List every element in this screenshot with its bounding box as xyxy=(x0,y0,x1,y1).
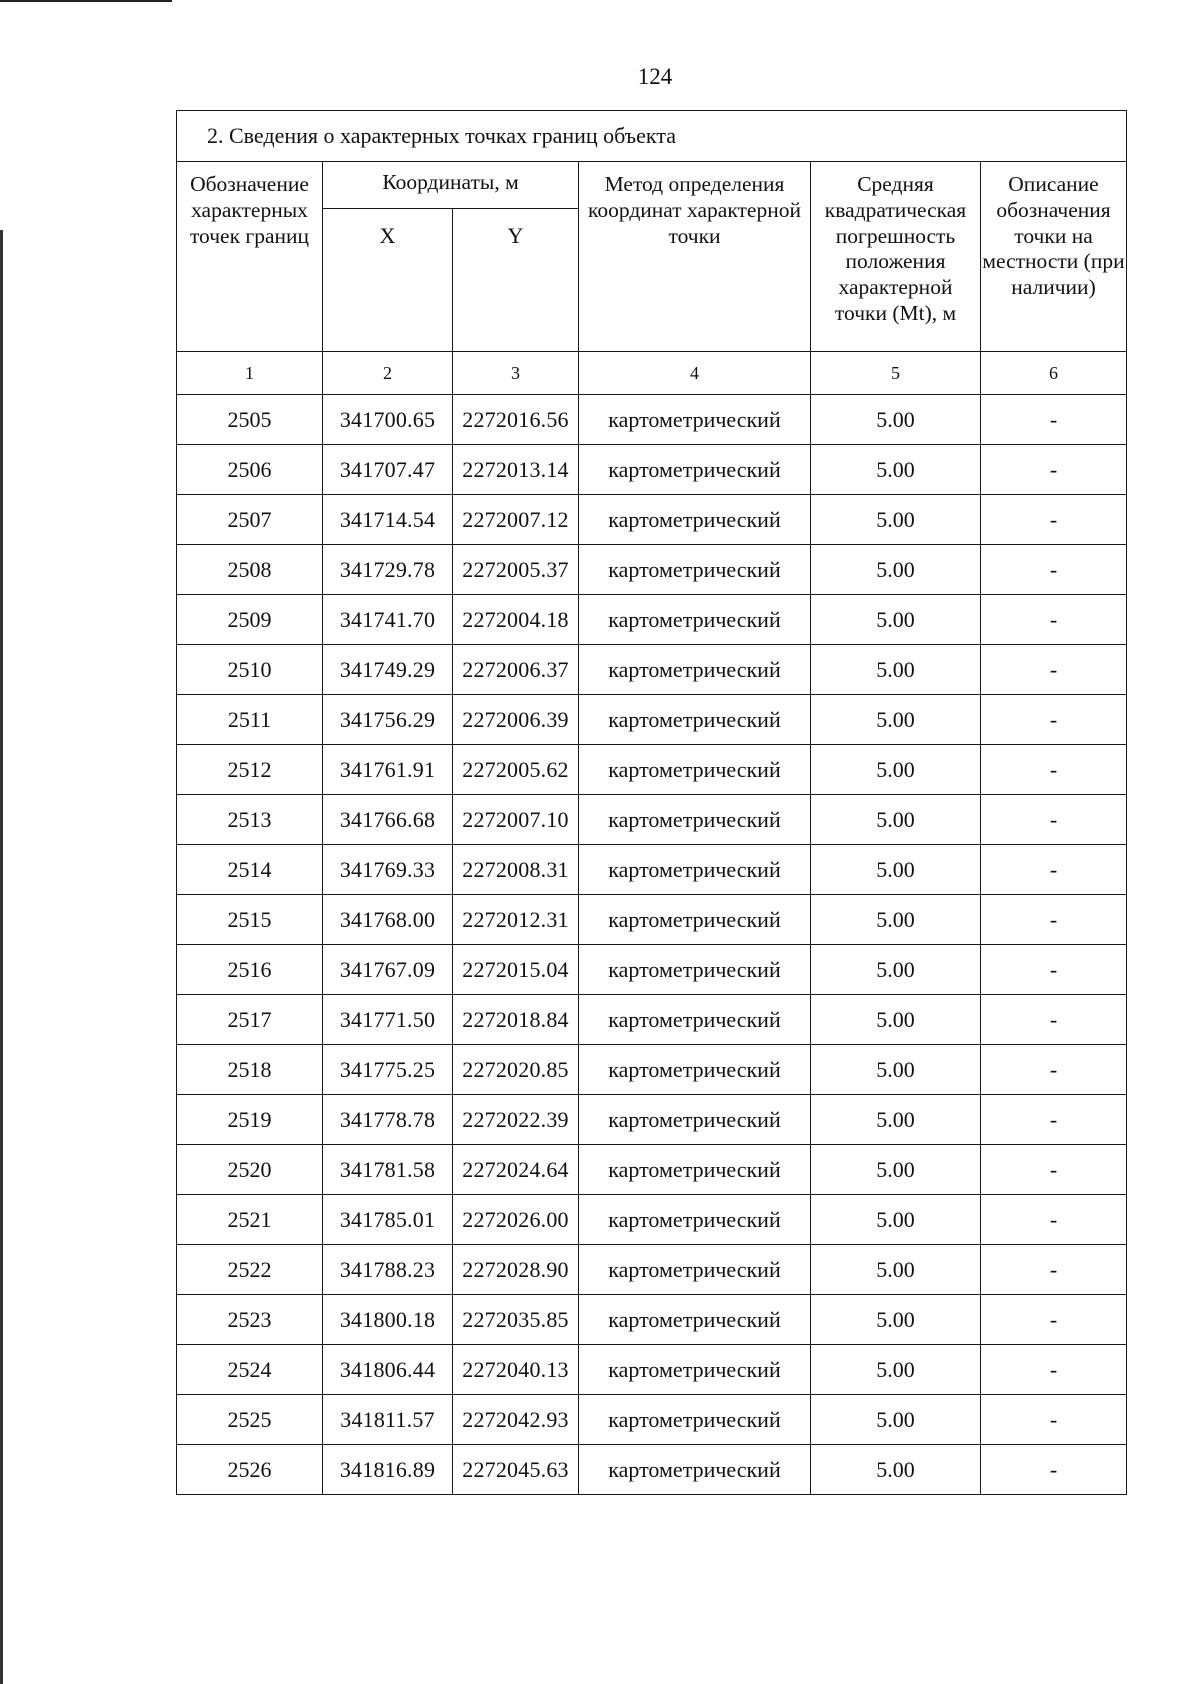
y-coordinate-cell: 2272005.37 xyxy=(453,545,579,595)
table-row xyxy=(177,1045,1127,1095)
y-coordinate-cell: 2272005.62 xyxy=(453,745,579,795)
method-cell: картометрический xyxy=(579,545,811,595)
method-cell: картометрический xyxy=(579,795,811,845)
x-coordinate-cell: 341729.78 xyxy=(323,545,453,595)
description-cell: - xyxy=(981,895,1127,945)
method-cell: картометрический xyxy=(579,1295,811,1345)
header-accuracy: Средняя квадратическая погрешность положения характерной точки (Mt), м xyxy=(811,162,981,352)
point-number-cell: 2520 xyxy=(177,1145,323,1195)
table-row xyxy=(177,1445,1127,1495)
accuracy-cell: 5.00 xyxy=(811,495,981,545)
description-cell: - xyxy=(981,1045,1127,1095)
table-row xyxy=(177,1395,1127,1445)
y-coordinate-cell: 2272018.84 xyxy=(453,995,579,1045)
point-number-cell: 2509 xyxy=(177,595,323,645)
method-cell: картометрический xyxy=(579,1045,811,1095)
x-coordinate-cell: 341811.57 xyxy=(323,1395,453,1445)
accuracy-cell: 5.00 xyxy=(811,1195,981,1245)
y-coordinate-cell: 2272024.64 xyxy=(453,1145,579,1195)
description-cell: - xyxy=(981,745,1127,795)
description-cell: - xyxy=(981,1245,1127,1295)
description-cell: - xyxy=(981,645,1127,695)
section-title-row xyxy=(177,111,1127,162)
y-coordinate-cell: 2272007.10 xyxy=(453,795,579,845)
description-cell: - xyxy=(981,1395,1127,1445)
y-coordinate-cell: 2272008.31 xyxy=(453,845,579,895)
accuracy-cell: 5.00 xyxy=(811,445,981,495)
header-designation: Обозначение характерных точек границ xyxy=(177,162,323,352)
x-coordinate-cell: 341756.29 xyxy=(323,695,453,745)
table-row xyxy=(177,995,1127,1045)
x-coordinate-cell: 341806.44 xyxy=(323,1345,453,1395)
point-number-cell: 2516 xyxy=(177,945,323,995)
y-coordinate-cell: 2272007.12 xyxy=(453,495,579,545)
accuracy-cell: 5.00 xyxy=(811,595,981,645)
table-row xyxy=(177,495,1127,545)
x-coordinate-cell: 341700.65 xyxy=(323,395,453,445)
table-row xyxy=(177,645,1127,695)
x-coordinate-cell: 341769.33 xyxy=(323,845,453,895)
accuracy-cell: 5.00 xyxy=(811,1345,981,1395)
point-number-cell: 2510 xyxy=(177,645,323,695)
description-cell: - xyxy=(981,1095,1127,1145)
y-coordinate-cell: 2272022.39 xyxy=(453,1095,579,1145)
point-number-cell: 2524 xyxy=(177,1345,323,1395)
column-number: 3 xyxy=(453,352,579,395)
table-row xyxy=(177,545,1127,595)
table-row xyxy=(177,595,1127,645)
column-number: 6 xyxy=(981,352,1127,395)
description-cell: - xyxy=(981,445,1127,495)
column-number: 5 xyxy=(811,352,981,395)
point-number-cell: 2521 xyxy=(177,1195,323,1245)
y-coordinate-cell: 2272013.14 xyxy=(453,445,579,495)
description-cell: - xyxy=(981,845,1127,895)
table-row xyxy=(177,1195,1127,1245)
x-coordinate-cell: 341768.00 xyxy=(323,895,453,945)
method-cell: картометрический xyxy=(579,1395,811,1445)
point-number-cell: 2506 xyxy=(177,445,323,495)
method-cell: картометрический xyxy=(579,1095,811,1145)
description-cell: - xyxy=(981,995,1127,1045)
method-cell: картометрический xyxy=(579,945,811,995)
y-coordinate-cell: 2272004.18 xyxy=(453,595,579,645)
accuracy-cell: 5.00 xyxy=(811,695,981,745)
table-row xyxy=(177,395,1127,445)
x-coordinate-cell: 341800.18 xyxy=(323,1295,453,1345)
column-number: 1 xyxy=(177,352,323,395)
accuracy-cell: 5.00 xyxy=(811,1045,981,1095)
accuracy-cell: 5.00 xyxy=(811,1295,981,1345)
accuracy-cell: 5.00 xyxy=(811,745,981,795)
description-cell: - xyxy=(981,545,1127,595)
x-coordinate-cell: 341771.50 xyxy=(323,995,453,1045)
accuracy-cell: 5.00 xyxy=(811,1395,981,1445)
description-cell: - xyxy=(981,795,1127,845)
y-coordinate-cell: 2272006.37 xyxy=(453,645,579,695)
header-row xyxy=(177,162,1127,209)
x-coordinate-cell: 341707.47 xyxy=(323,445,453,495)
description-cell: - xyxy=(981,495,1127,545)
accuracy-cell: 5.00 xyxy=(811,995,981,1045)
table-row xyxy=(177,1345,1127,1395)
table-row xyxy=(177,745,1127,795)
y-coordinate-cell: 2272028.90 xyxy=(453,1245,579,1295)
point-number-cell: 2518 xyxy=(177,1045,323,1095)
description-cell: - xyxy=(981,1295,1127,1345)
accuracy-cell: 5.00 xyxy=(811,895,981,945)
header-description: Описание обозначения точки на местности (при наличии) xyxy=(981,162,1127,352)
x-coordinate-cell: 341761.91 xyxy=(323,745,453,795)
point-number-cell: 2511 xyxy=(177,695,323,745)
point-number-cell: 2525 xyxy=(177,1395,323,1445)
table-body xyxy=(177,395,1127,1495)
point-number-cell: 2513 xyxy=(177,795,323,845)
table-row xyxy=(177,795,1127,845)
method-cell: картометрический xyxy=(579,395,811,445)
x-coordinate-cell: 341785.01 xyxy=(323,1195,453,1245)
point-number-cell: 2519 xyxy=(177,1095,323,1145)
point-number-cell: 2526 xyxy=(177,1445,323,1495)
y-coordinate-cell: 2272042.93 xyxy=(453,1395,579,1445)
description-cell: - xyxy=(981,1145,1127,1195)
x-coordinate-cell: 341714.54 xyxy=(323,495,453,545)
x-coordinate-cell: 341775.25 xyxy=(323,1045,453,1095)
method-cell: картометрический xyxy=(579,445,811,495)
point-number-cell: 2523 xyxy=(177,1295,323,1345)
method-cell: картометрический xyxy=(579,595,811,645)
y-coordinate-cell: 2272045.63 xyxy=(453,1445,579,1495)
table-row xyxy=(177,695,1127,745)
table-row xyxy=(177,1095,1127,1145)
x-coordinate-cell: 341781.58 xyxy=(323,1145,453,1195)
y-coordinate-cell: 2272015.04 xyxy=(453,945,579,995)
description-cell: - xyxy=(981,395,1127,445)
y-coordinate-cell: 2272026.00 xyxy=(453,1195,579,1245)
point-number-cell: 2515 xyxy=(177,895,323,945)
column-number: 4 xyxy=(579,352,811,395)
x-coordinate-cell: 341741.70 xyxy=(323,595,453,645)
accuracy-cell: 5.00 xyxy=(811,395,981,445)
accuracy-cell: 5.00 xyxy=(811,845,981,895)
point-number-cell: 2514 xyxy=(177,845,323,895)
point-number-cell: 2505 xyxy=(177,395,323,445)
y-coordinate-cell: 2272040.13 xyxy=(453,1345,579,1395)
table-row xyxy=(177,1295,1127,1345)
accuracy-cell: 5.00 xyxy=(811,1145,981,1195)
point-number-cell: 2507 xyxy=(177,495,323,545)
scan-edge-left xyxy=(0,230,3,1684)
column-number: 2 xyxy=(323,352,453,395)
description-cell: - xyxy=(981,1345,1127,1395)
method-cell: картометрический xyxy=(579,1445,811,1495)
table-row xyxy=(177,1245,1127,1295)
y-coordinate-cell: 2272006.39 xyxy=(453,695,579,745)
page-number: 124 xyxy=(637,64,673,89)
header-x: X xyxy=(323,209,453,352)
point-number-cell: 2522 xyxy=(177,1245,323,1295)
method-cell: картометрический xyxy=(579,645,811,695)
table-row xyxy=(177,945,1127,995)
column-number-row xyxy=(177,352,1127,395)
x-coordinate-cell: 341749.29 xyxy=(323,645,453,695)
table-row xyxy=(177,1145,1127,1195)
method-cell: картометрический xyxy=(579,995,811,1045)
header-method: Метод определения координат характерной точки xyxy=(579,162,811,352)
accuracy-cell: 5.00 xyxy=(811,645,981,695)
table-row xyxy=(177,845,1127,895)
header-coordinates: Координаты, м xyxy=(323,162,579,209)
description-cell: - xyxy=(981,945,1127,995)
accuracy-cell: 5.00 xyxy=(811,945,981,995)
y-coordinate-cell: 2272020.85 xyxy=(453,1045,579,1095)
method-cell: картометрический xyxy=(579,895,811,945)
description-cell: - xyxy=(981,595,1127,645)
x-coordinate-cell: 341767.09 xyxy=(323,945,453,995)
accuracy-cell: 5.00 xyxy=(811,545,981,595)
method-cell: картометрический xyxy=(579,1145,811,1195)
y-coordinate-cell: 2272016.56 xyxy=(453,395,579,445)
point-number-cell: 2517 xyxy=(177,995,323,1045)
scan-edge-top xyxy=(0,0,172,2)
header-y: Y xyxy=(453,209,579,352)
x-coordinate-cell: 341766.68 xyxy=(323,795,453,845)
description-cell: - xyxy=(981,1195,1127,1245)
x-coordinate-cell: 341778.78 xyxy=(323,1095,453,1145)
x-coordinate-cell: 341816.89 xyxy=(323,1445,453,1495)
method-cell: картометрический xyxy=(579,1345,811,1395)
x-coordinate-cell: 341788.23 xyxy=(323,1245,453,1295)
description-cell: - xyxy=(981,695,1127,745)
boundary-points-table xyxy=(176,110,1127,1495)
point-number-cell: 2508 xyxy=(177,545,323,595)
method-cell: картометрический xyxy=(579,695,811,745)
y-coordinate-cell: 2272012.31 xyxy=(453,895,579,945)
description-cell: - xyxy=(981,1445,1127,1495)
method-cell: картометрический xyxy=(579,1245,811,1295)
method-cell: картометрический xyxy=(579,745,811,795)
y-coordinate-cell: 2272035.85 xyxy=(453,1295,579,1345)
method-cell: картометрический xyxy=(579,1195,811,1245)
accuracy-cell: 5.00 xyxy=(811,795,981,845)
method-cell: картометрический xyxy=(579,845,811,895)
accuracy-cell: 5.00 xyxy=(811,1445,981,1495)
section-title: 2. Сведения о характерных точках границ объекта xyxy=(177,111,1127,162)
accuracy-cell: 5.00 xyxy=(811,1095,981,1145)
point-number-cell: 2512 xyxy=(177,745,323,795)
table-row xyxy=(177,895,1127,945)
table-row xyxy=(177,445,1127,495)
method-cell: картометрический xyxy=(579,495,811,545)
accuracy-cell: 5.00 xyxy=(811,1245,981,1295)
